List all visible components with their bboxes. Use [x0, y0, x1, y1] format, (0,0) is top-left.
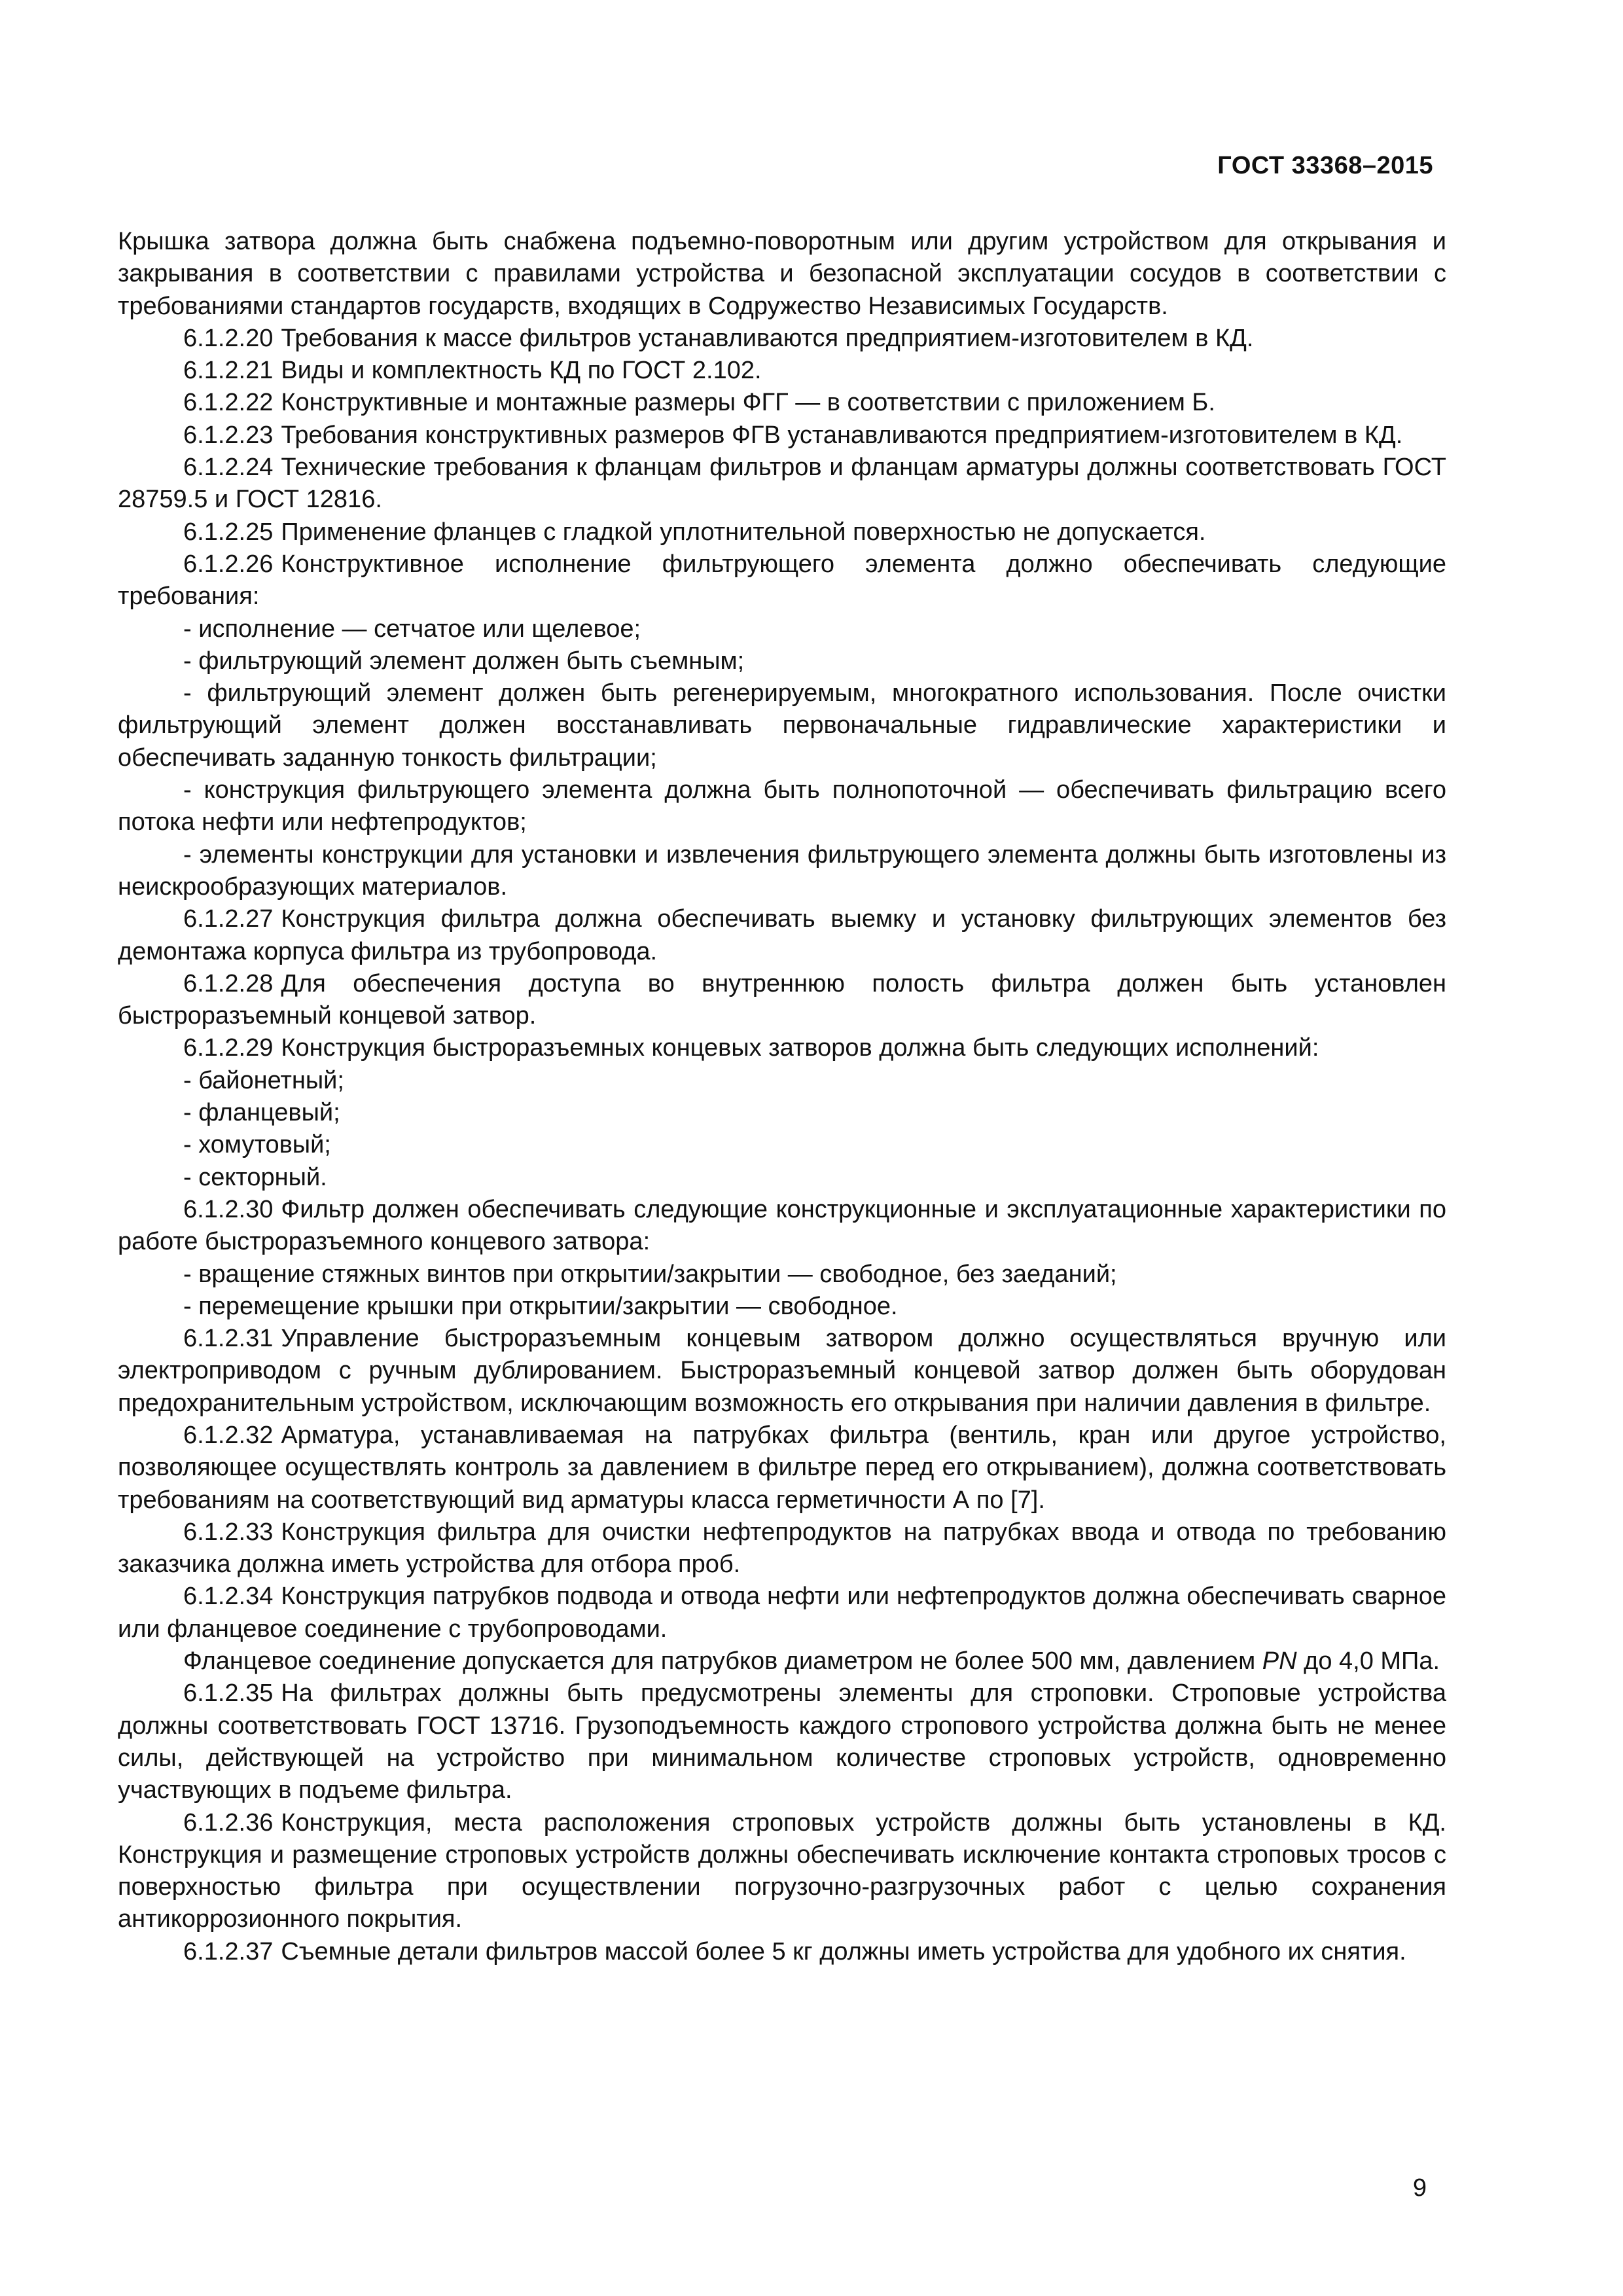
paragraph-text: Конструкция патрубков подвода и отвода нефти или нефтепродуктов должна обеспечивать сварное или фланцевое соединение с трубопроводами.: [118, 1583, 1446, 1643]
clause-paragraph: [118, 452, 1446, 516]
text-paragraph: [118, 677, 1446, 774]
paragraph-text: Съемные детали фильтров массой более 5 кг должны иметь устройства для удобного их снятия.: [281, 1937, 1406, 1965]
clause-number: 6.1.2.35: [183, 1679, 274, 1708]
paragraph-text: Конструкция фильтра для очистки нефтепродуктов на патрубках ввода и отвода по требованию заказчика должна иметь устройства для отбора проб.: [118, 1518, 1446, 1579]
paragraph-text: Арматура, устанавливаемая на патрубках фильтра (вентиль, кран или другое устройство, позволяющее осуществлять контроль за давлением в фильтре перед его открыванием), должна соответствовать требованиям на соответствующий вид арматуры класса герметичности А по [7].: [118, 1421, 1446, 1514]
text-paragraph: [118, 1129, 1446, 1161]
paragraph-text: Фильтр должен обеспечивать следующие конструкционные и эксплуатационные характеристики по работе быстроразъемного концевого затвора:: [118, 1195, 1446, 1256]
clause-number: 6.1.2.20: [183, 324, 274, 352]
paragraph-text: Конструктивное исполнение фильтрующего элемента должно обеспечивать следующие требования:: [118, 550, 1446, 611]
clause-number: 6.1.2.30: [183, 1195, 274, 1223]
clause-paragraph: [118, 1807, 1446, 1936]
paragraph-text: Виды и комплектность КД по ГОСТ 2.102.: [281, 357, 762, 385]
paragraph-text: - байонетный;: [183, 1066, 344, 1094]
clause-number: 6.1.2.29: [183, 1034, 274, 1062]
clause-number: 6.1.2.34: [183, 1583, 274, 1611]
paragraph-text: Конструктивные и монтажные размеры ФГГ — в соответствии с приложением Б.: [281, 389, 1215, 417]
clause-number: 6.1.2.22: [183, 389, 274, 417]
text-paragraph: [118, 1097, 1446, 1129]
paragraph-text: - перемещение крышки при открытии/закрытии — свободное.: [183, 1292, 898, 1320]
paragraph-text: - хомутовый;: [183, 1131, 331, 1159]
clause-paragraph: [118, 420, 1446, 452]
paragraph-text: - конструкция фильтрующего элемента должна быть полнопоточной — обеспечивать фильтрацию всего потока нефти или нефтепродуктов;: [118, 776, 1446, 836]
paragraph-text: Фланцевое соединение допускается для патрубков диаметром не более 500 мм, давлением PN до 4,0 МПа.: [183, 1647, 1440, 1676]
clause-number: 6.1.2.23: [183, 421, 274, 449]
clause-number: 6.1.2.28: [183, 969, 274, 997]
clause-paragraph: [118, 323, 1446, 355]
paragraph-text: Технические требования к фланцам фильтров и фланцам арматуры должны соответствовать ГОСТ 28759.5 и ГОСТ 12816.: [118, 454, 1446, 514]
text-paragraph: [118, 645, 1446, 677]
clause-number: 6.1.2.32: [183, 1421, 274, 1449]
clause-paragraph: [118, 1581, 1446, 1645]
clause-number: 6.1.2.33: [183, 1518, 274, 1546]
paragraph-text: Для обеспечения доступа во внутреннюю полость фильтра должен быть установлен быстроразъемный концевой затвор.: [118, 969, 1446, 1030]
text-paragraph: [118, 1162, 1446, 1194]
paragraph-text: - секторный.: [183, 1163, 327, 1191]
clause-number: 6.1.2.21: [183, 357, 274, 385]
clause-number: 6.1.2.36: [183, 1808, 274, 1837]
text-paragraph: [118, 774, 1446, 839]
clause-number: 6.1.2.37: [183, 1937, 274, 1965]
text-paragraph: [118, 1645, 1446, 1677]
clause-paragraph: [118, 1420, 1446, 1516]
text-paragraph: [118, 1291, 1446, 1323]
clause-paragraph: [118, 968, 1446, 1033]
paragraph-text: Конструкция, места расположения строповых устройств должны быть установлены в КД. Конструкция и размещение строповых устройств должны обеспечивать исключение контакта строповых тросов с поверхностью фильтра при осуществлении погрузочно-разгрузочных работ с целью сохранения антикоррозионного покрытия.: [118, 1808, 1446, 1933]
text-paragraph: [118, 839, 1446, 904]
clause-number: 6.1.2.25: [183, 518, 274, 546]
clause-number: 6.1.2.24: [183, 454, 274, 482]
text-paragraph: [118, 1259, 1446, 1291]
clause-paragraph: [118, 1194, 1446, 1259]
paragraph-text: Требования к массе фильтров устанавливаются предприятием-изготовителем в КД.: [281, 324, 1254, 352]
clause-paragraph: [118, 548, 1446, 613]
document-body: [118, 226, 1446, 1968]
paragraph-text: - вращение стяжных винтов при открытии/закрытии — свободное, без заеданий;: [183, 1260, 1117, 1288]
paragraph-text: Применение фланцев с гладкой уплотнительной поверхностью не допускается.: [281, 518, 1206, 546]
clause-paragraph: [118, 387, 1446, 419]
clause-paragraph: [118, 355, 1446, 387]
clause-paragraph: [118, 1032, 1446, 1064]
clause-number: 6.1.2.27: [183, 905, 274, 933]
paragraph-text: Крышка затвора должна быть снабжена подъемно-поворотным или другим устройством для открывания и закрывания в соответствии с правилами устройства и безопасной эксплуатации сосудов в соответствии с требованиями стандартов государств, входящих в Содружество Независимых Государств.: [118, 228, 1446, 320]
paragraph-text: - фильтрующий элемент должен быть съемным;: [183, 647, 745, 675]
clause-number: 6.1.2.26: [183, 550, 274, 578]
clause-paragraph: [118, 516, 1446, 548]
paragraph-text: - фланцевый;: [183, 1099, 340, 1127]
paragraph-text: Конструкция быстроразъемных концевых затворов должна быть следующих исполнений:: [281, 1034, 1319, 1062]
document-header: ГОСТ 33368–2015: [1217, 152, 1433, 179]
paragraph-text: - элементы конструкции для установки и извлечения фильтрующего элемента должны быть изготовлены из неискрообразующих материалов.: [118, 840, 1446, 901]
paragraph-text: - исполнение — сетчатое или щелевое;: [183, 615, 641, 643]
clause-paragraph: [118, 1516, 1446, 1581]
clause-number: 6.1.2.31: [183, 1325, 274, 1353]
clause-paragraph: [118, 1323, 1446, 1420]
text-paragraph: [118, 226, 1446, 323]
page-number: 9: [1412, 2174, 1427, 2202]
paragraph-text: - фильтрующий элемент должен быть регенерируемым, многократного использования. После очистки фильтрующий элемент должен восстанавливать первоначальные гидравлические характеристики и обеспечивать заданную тонкость фильтрации;: [118, 679, 1446, 772]
clause-paragraph: [118, 1677, 1446, 1806]
paragraph-text: Управление быстроразъемным концевым затвором должно осуществляться вручную или электроприводом с ручным дублированием. Быстроразъемный концевой затвор должен быть оборудован предохранительным устройством, исключающим возможность его открывания при наличии давления в фильтре.: [118, 1325, 1446, 1417]
clause-paragraph: [118, 1936, 1446, 1968]
text-paragraph: [118, 613, 1446, 645]
paragraph-text: Конструкция фильтра должна обеспечивать выемку и установку фильтрующих элементов без демонтажа корпуса фильтра из трубопровода.: [118, 905, 1446, 965]
paragraph-text: Требования конструктивных размеров ФГВ устанавливаются предприятием-изготовителем в КД.: [281, 421, 1403, 449]
text-paragraph: [118, 1065, 1446, 1097]
clause-paragraph: [118, 903, 1446, 968]
paragraph-text: На фильтрах должны быть предусмотрены элементы для строповки. Строповые устройства должны соответствовать ГОСТ 13716. Грузоподъемность каждого стропового устройства должна быть не менее силы, действующей на устройство при минимальном количестве строповых устройств, одновременно участвующих в подъеме фильтра.: [118, 1679, 1446, 1804]
